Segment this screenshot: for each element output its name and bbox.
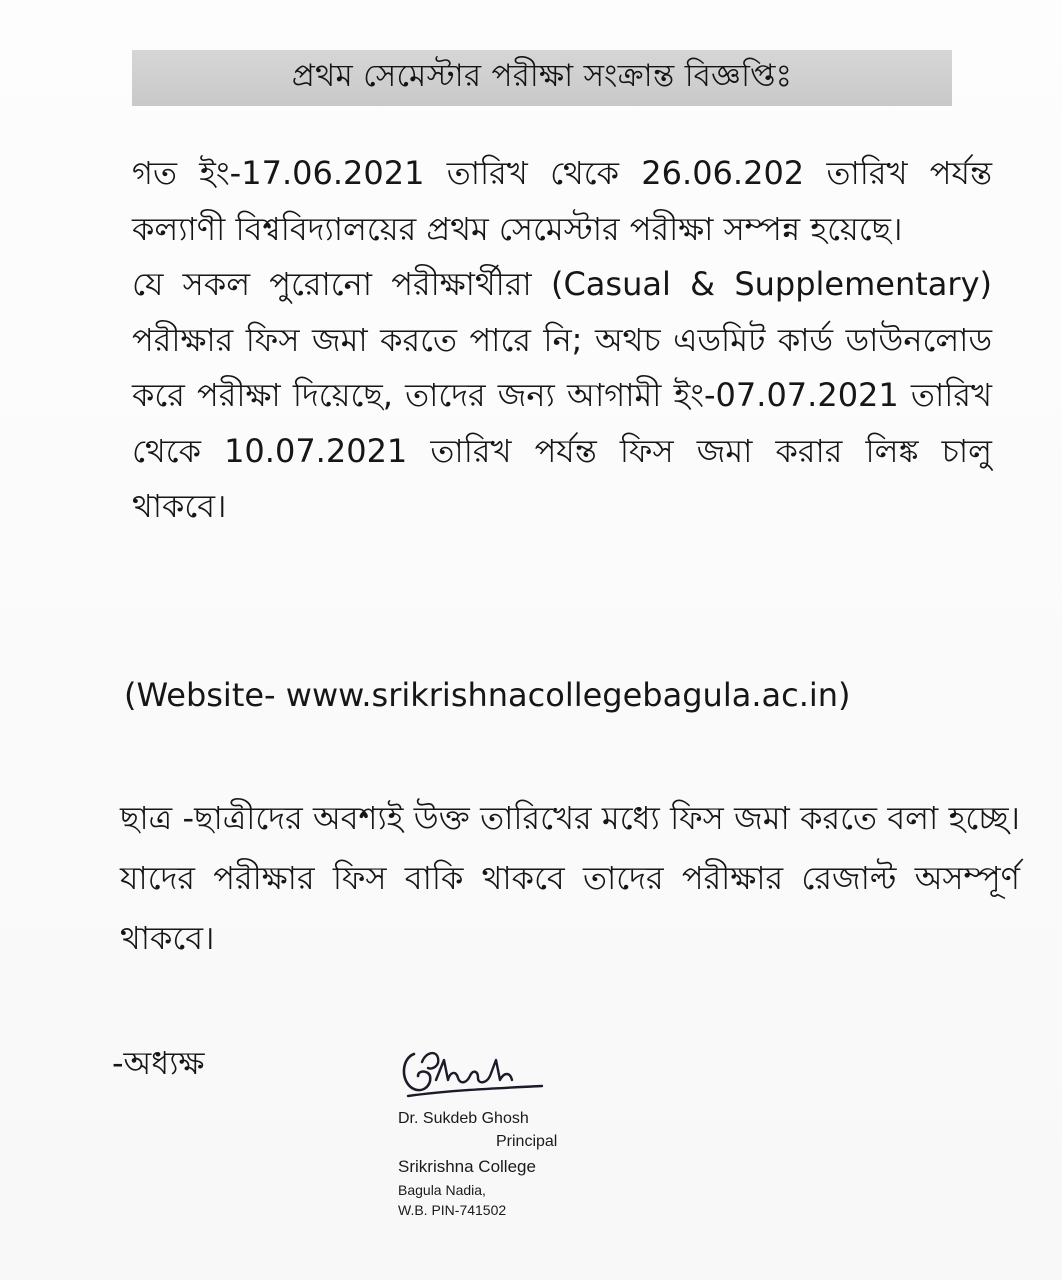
website-line: (Website- www.srikrishnacollegebagula.ac.in) [124,676,851,714]
principal-name: Dr. Sukdeb Ghosh [398,1110,529,1127]
principal-stamp [398,1108,598,1220]
notice-body [132,146,992,535]
principal-signature [392,1040,562,1110]
exam-completed-paragraph: গত ইং-17.06.2021 তারিখ থেকে 26.06.202 তারিখ পর্যন্ত কল্যাণী বিশ্ববিদ্যালয়ের প্রথম সেমেস্টার পরীক্ষা সম্পন্ন হয়েছে। [132,154,992,248]
principal-designation: Principal [496,1133,558,1150]
fee-instruction-paragraph: ছাত্র -ছাত্রীদের অবশ্যই উক্ত তারিখের মধ্যে ফিস জমা করতে বলা হচ্ছে। যাদের পরীক্ষার ফিস বাকি থাকবে তাদের পরীক্ষার রেজাল্ট অসম্পূর্ণ থাকবে। [120,799,1020,957]
fee-link-paragraph: যে সকল পুরোনো পরীক্ষার্থীরা (Casual & Supplementary) পরীক্ষার ফিস জমা করতে পারে নি; অথচ এডমিট কার্ড ডাউনলোড করে পরীক্ষা দিয়েছে, তাদের জন্য আগামী ইং-07.07.2021 তারিখ থেকে 10.07.2021 তারিখ পর্যন্ত ফিস জমা করার লিঙ্ক চালু থাকবে। [132,265,992,525]
college-name: Srikrishna College [398,1157,536,1176]
college-address-line-2: W.B. PIN-741502 [398,1202,507,1218]
notice-title: প্রথম সেমেস্টার পরীক্ষা সংক্রান্ত বিজ্ঞপ্তিঃ [132,50,952,106]
college-address-line-1: Bagula Nadia, [398,1182,486,1198]
principal-sign-off: -অধ্যক্ষ [112,1044,205,1082]
